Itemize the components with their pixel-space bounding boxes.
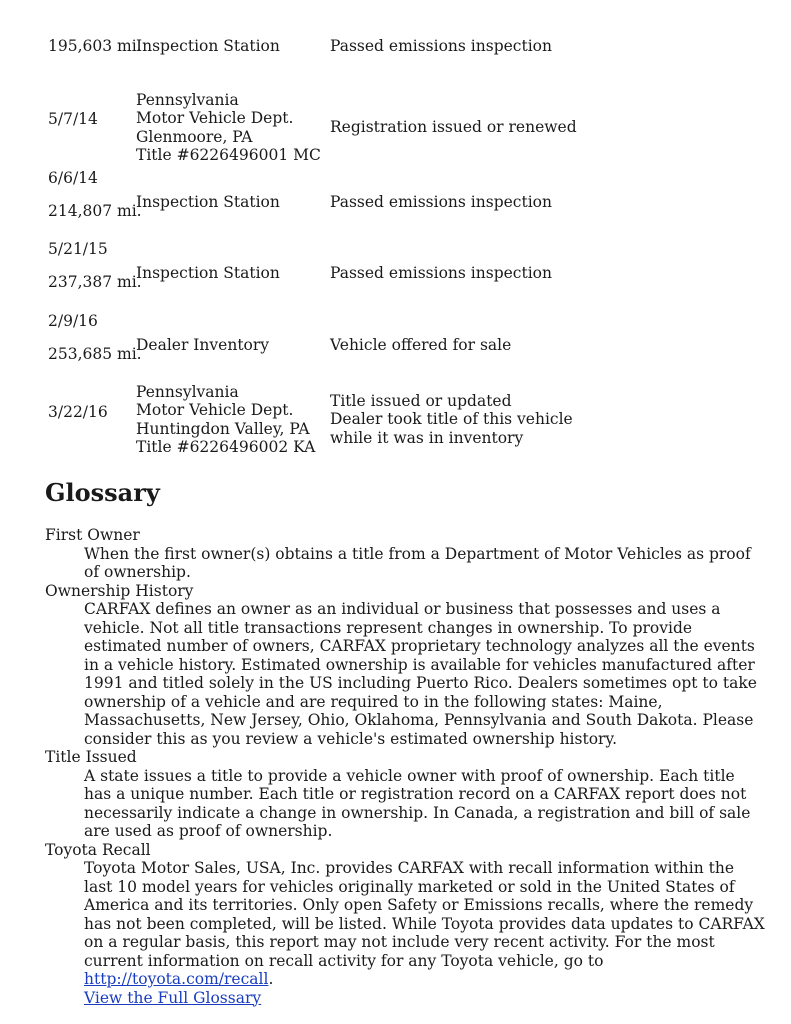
history-date: 3/22/16 — [48, 403, 108, 421]
glossary-definition: A state issues a title to provide a vehicle owner with proof of ownership. Each title has a unique number. Each title or registration record on a CARFAX report does not necessarily indicate a change in ownership. In Canada, a registration and bill of sale are used as proof of ownership. — [84, 766, 751, 840]
history-source: Pennsylvania — [136, 383, 239, 401]
history-source: Dealer Inventory — [136, 336, 270, 354]
glossary-definition: When the first owner(s) obtains a title from a Department of Motor Vehicles as proof of ownership. — [84, 544, 751, 581]
history-date: 5/7/14 — [48, 110, 98, 128]
glossary-definition-text: Toyota Motor Sales, USA, Inc. provides CARFAX with recall information within the last 10 model years for vehicles originally marketed or sold in the United States of America and its territories. Only open Safety or Emissions recalls, where the remedy has not been completed, will be listed. While Toyota provides data updates to CARFAX on a regular basis, this report may not include very recent activity. For the most current information on recall activity for any Toyota vehicle, go to — [84, 859, 765, 970]
history-comment: Vehicle offered for sale — [330, 336, 512, 354]
history-comment: Passed emissions inspection — [330, 193, 552, 211]
glossary-heading: Glossary — [45, 478, 160, 507]
glossary-term-ownership-history: Ownership History — [45, 581, 194, 600]
history-source: Inspection Station — [136, 264, 280, 282]
history-comment: Passed emissions inspection — [330, 264, 552, 282]
history-date: 5/21/15 — [48, 240, 108, 258]
history-source: Inspection Station — [136, 193, 280, 211]
history-mileage: 237,387 mi. — [48, 273, 142, 291]
history-comment: Title issued or updated — [330, 392, 512, 410]
history-source: Motor Vehicle Dept. — [136, 401, 294, 419]
history-date: 6/6/14 — [48, 169, 98, 187]
history-comment: while it was in inventory — [330, 429, 524, 447]
history-title-number: Title #6226496001 MC — [136, 146, 321, 164]
history-comment: Registration issued or renewed — [330, 118, 577, 136]
history-mileage: 214,807 mi. — [48, 202, 142, 220]
history-source: Huntingdon Valley, PA — [136, 420, 310, 438]
history-source: Motor Vehicle Dept. — [136, 109, 294, 127]
glossary-term-toyota-recall: Toyota Recall — [45, 840, 151, 859]
glossary-term-title-issued: Title Issued — [45, 748, 137, 766]
history-title-number: Title #6226496002 KA — [136, 438, 316, 456]
sentence-end: . — [268, 970, 274, 988]
glossary-term-first-owner: First Owner — [45, 526, 140, 544]
glossary-list — [45, 526, 765, 1007]
history-mileage: 253,685 mi. — [48, 345, 142, 363]
history-source: Inspection Station — [136, 37, 280, 55]
full-glossary-link[interactable]: View the Full Glossary — [84, 988, 262, 1007]
glossary-definition: CARFAX defines an owner as an individual or business that possesses and uses a vehicle. Not all title transactions represent changes in ownership. To provide estimated number of owners, CARFAX proprietary technology analyzes all the events in a vehicle history. Estimated ownership is available for vehicles manufactured after 1991 and titled solely in the US including Puerto Rico. Dealers sometimes opt to take ownership of a vehicle and are required to in the following states: Maine, Massachusetts, New Jersey, Ohio, Oklahoma, Pennsylvania and South Dakota. Please consider this as you review a vehicle's estimated ownership history. — [84, 600, 757, 748]
glossary-definition-toyota-recall — [84, 859, 765, 1007]
history-comment: Passed emissions inspection — [330, 37, 552, 55]
history-mileage: 195,603 mi. — [48, 37, 142, 55]
history-date: 2/9/16 — [48, 312, 98, 330]
history-comment: Dealer took title of this vehicle — [330, 410, 573, 428]
toyota-recall-link[interactable]: http://toyota.com/recall — [84, 970, 269, 988]
history-source: Glenmoore, PA — [136, 128, 253, 146]
history-source: Pennsylvania — [136, 91, 239, 109]
